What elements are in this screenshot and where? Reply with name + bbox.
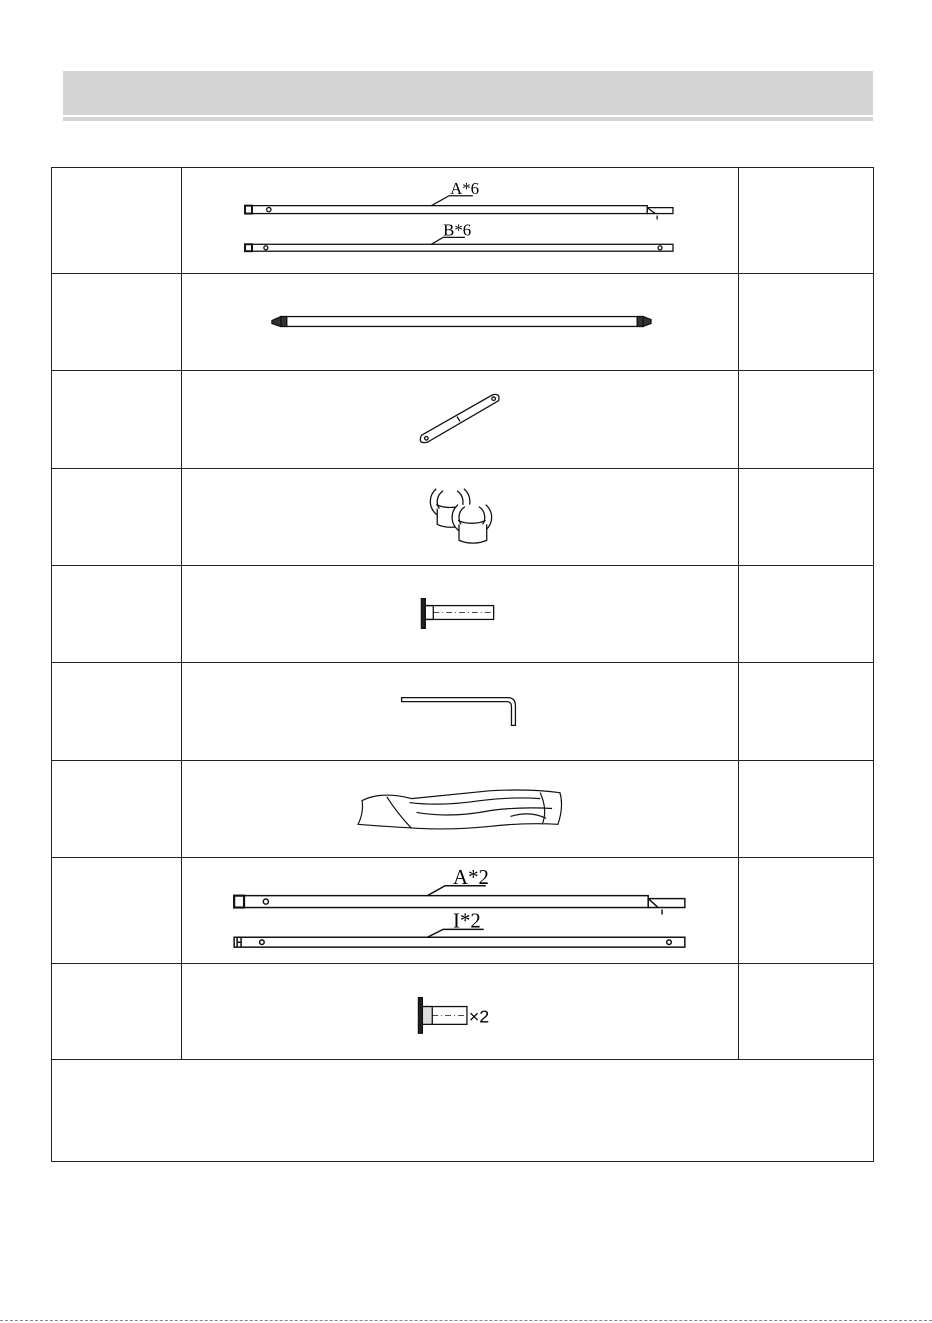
bolt-illustration <box>181 566 738 662</box>
column-divider <box>181 168 182 1060</box>
bolt-x2-illustration <box>181 964 738 1059</box>
part-label-a: A*6 <box>450 178 480 198</box>
part-row-2 <box>52 274 873 371</box>
allen-key-illustration <box>181 663 738 760</box>
part-image <box>181 761 738 857</box>
part-image <box>181 168 738 273</box>
column-divider <box>738 168 739 1060</box>
double-clip-illustration <box>181 469 738 565</box>
part-label-b: B*6 <box>443 220 472 240</box>
part-name <box>52 858 181 963</box>
part-quantity <box>738 964 873 1059</box>
part-row-4 <box>52 469 873 566</box>
part-name <box>52 274 181 370</box>
part-name <box>52 168 181 273</box>
part-label-i: I*2 <box>453 909 481 933</box>
header-bar <box>63 71 873 115</box>
part-image <box>181 858 738 963</box>
part-quantity <box>738 566 873 662</box>
part-row-8 <box>52 858 873 964</box>
notes-row <box>52 1060 873 1160</box>
parts-table <box>51 167 874 1162</box>
part-quantity <box>738 371 873 468</box>
part-name <box>52 964 181 1059</box>
part-row-1 <box>52 168 873 274</box>
part-quantity <box>738 274 873 370</box>
part-name <box>52 469 181 565</box>
part-name <box>52 663 181 760</box>
part-name <box>52 371 181 468</box>
part-row-5 <box>52 566 873 663</box>
header-rule <box>63 117 873 121</box>
connector-plate-illustration <box>181 371 738 468</box>
pole-pair-illustration <box>181 168 738 273</box>
part-quantity <box>738 761 873 857</box>
part-row-7 <box>52 761 873 858</box>
part-image <box>181 371 738 468</box>
part-image <box>181 274 738 370</box>
page-footer-rule <box>0 1320 932 1321</box>
part-quantity <box>738 663 873 760</box>
part-image <box>181 964 738 1059</box>
part-image <box>181 469 738 565</box>
part-quantity <box>738 168 873 273</box>
part-image <box>181 663 738 760</box>
part-name <box>52 566 181 662</box>
part-image <box>181 566 738 662</box>
part-quantity <box>738 858 873 963</box>
canopy-cover-illustration <box>181 761 738 857</box>
part-name <box>52 761 181 857</box>
top-pole-illustration <box>181 274 738 370</box>
part-label-x2: ×2 <box>468 1006 490 1027</box>
part-row-6 <box>52 663 873 761</box>
part-quantity <box>738 469 873 565</box>
pole-pair-illustration-2 <box>181 858 738 963</box>
part-row-9 <box>52 964 873 1060</box>
part-row-3 <box>52 371 873 469</box>
part-label-a: A*2 <box>453 865 489 889</box>
